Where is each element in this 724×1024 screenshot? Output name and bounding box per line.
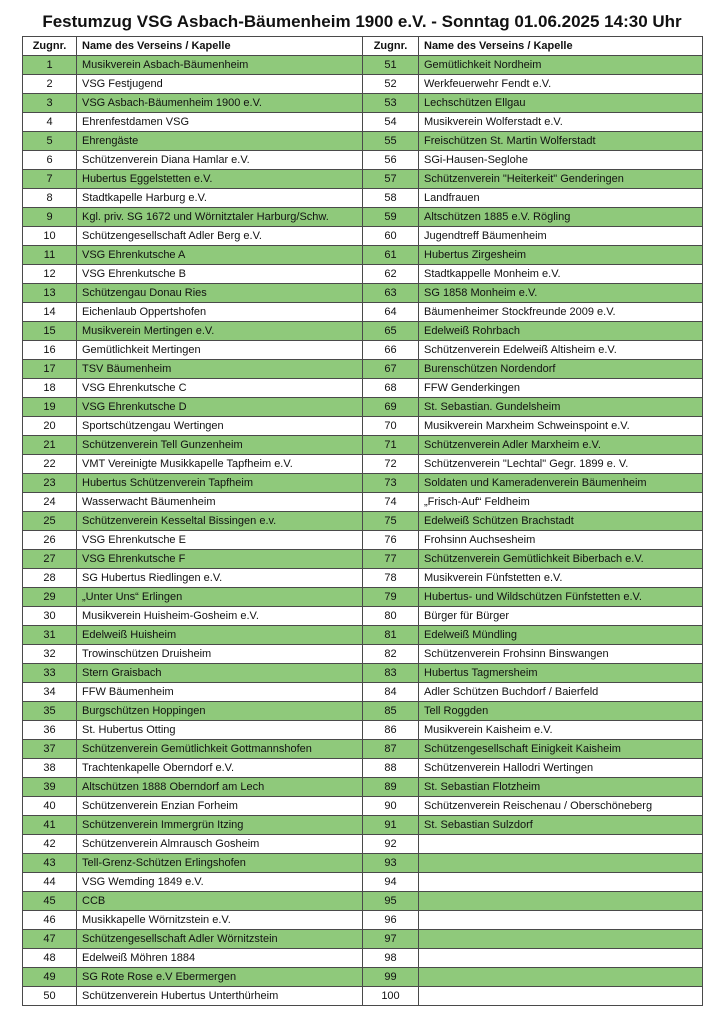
row-number-left: 29 xyxy=(23,588,77,607)
row-number-right: 83 xyxy=(363,664,419,683)
table-row xyxy=(23,854,703,873)
row-number-right: 65 xyxy=(363,322,419,341)
row-number-right: 78 xyxy=(363,569,419,588)
table-row xyxy=(23,550,703,569)
row-name-left: Schützengau Donau Ries xyxy=(77,284,363,303)
row-number-right: 79 xyxy=(363,588,419,607)
row-number-right: 77 xyxy=(363,550,419,569)
row-name-left: VSG Ehrenkutsche C xyxy=(77,379,363,398)
row-number-right: 59 xyxy=(363,208,419,227)
table-row xyxy=(23,512,703,531)
table-row xyxy=(23,968,703,987)
table-row xyxy=(23,189,703,208)
row-name-right: Burenschützen Nordendorf xyxy=(419,360,703,379)
row-name-right: „Frisch-Auf“ Feldheim xyxy=(419,493,703,512)
row-name-right xyxy=(419,892,703,911)
table-row xyxy=(23,873,703,892)
row-name-right: SGi-Hausen-Seglohe xyxy=(419,151,703,170)
table-row xyxy=(23,170,703,189)
row-number-right: 69 xyxy=(363,398,419,417)
table-row xyxy=(23,398,703,417)
row-number-right: 73 xyxy=(363,474,419,493)
table-row xyxy=(23,569,703,588)
row-name-right xyxy=(419,873,703,892)
row-number-right: 80 xyxy=(363,607,419,626)
row-number-right: 87 xyxy=(363,740,419,759)
row-number-right: 82 xyxy=(363,645,419,664)
table-row xyxy=(23,778,703,797)
row-name-left: Burgschützen Hoppingen xyxy=(77,702,363,721)
table-row xyxy=(23,702,703,721)
row-name-left: Musikverein Huisheim-Gosheim e.V. xyxy=(77,607,363,626)
row-name-right: Musikverein Marxheim Schweinspoint e.V. xyxy=(419,417,703,436)
row-name-left: Musikverein Asbach-Bäumenheim xyxy=(77,56,363,75)
row-number-right: 96 xyxy=(363,911,419,930)
row-name-right: Freischützen St. Martin Wolferstadt xyxy=(419,132,703,151)
row-name-right: Jugendtreff Bäumenheim xyxy=(419,227,703,246)
row-name-left: VSG Wemding 1849 e.V. xyxy=(77,873,363,892)
row-number-right: 51 xyxy=(363,56,419,75)
row-number-left: 48 xyxy=(23,949,77,968)
row-name-right: Schützenverein Edelweiß Altisheim e.V. xyxy=(419,341,703,360)
row-number-left: 1 xyxy=(23,56,77,75)
row-name-left: Schützenverein Almrausch Gosheim xyxy=(77,835,363,854)
row-number-left: 17 xyxy=(23,360,77,379)
table-row xyxy=(23,75,703,94)
row-name-left: Schützengesellschaft Adler Wörnitzstein xyxy=(77,930,363,949)
row-name-left: Hubertus Eggelstetten e.V. xyxy=(77,170,363,189)
row-name-right: Edelweiß Mündling xyxy=(419,626,703,645)
row-name-left: Kgl. priv. SG 1672 und Wörnitztaler Harburg/Schw. xyxy=(77,208,363,227)
row-name-right xyxy=(419,968,703,987)
row-number-left: 26 xyxy=(23,531,77,550)
row-name-left: Musikverein Mertingen e.V. xyxy=(77,322,363,341)
row-name-left: Altschützen 1888 Oberndorf am Lech xyxy=(77,778,363,797)
table-row xyxy=(23,341,703,360)
row-number-left: 5 xyxy=(23,132,77,151)
row-name-left: Schützenverein Kesseltal Bissingen e.v. xyxy=(77,512,363,531)
table-row xyxy=(23,455,703,474)
row-number-right: 67 xyxy=(363,360,419,379)
row-number-left: 46 xyxy=(23,911,77,930)
row-name-left: Ehrenfestdamen VSG xyxy=(77,113,363,132)
table-row xyxy=(23,303,703,322)
row-name-right: Schützenverein Hallodri Wertingen xyxy=(419,759,703,778)
row-number-right: 91 xyxy=(363,816,419,835)
row-number-left: 41 xyxy=(23,816,77,835)
row-name-left: Schützengesellschaft Adler Berg e.V. xyxy=(77,227,363,246)
row-number-left: 35 xyxy=(23,702,77,721)
table-row xyxy=(23,151,703,170)
row-name-right: Schützenverein Adler Marxheim e.V. xyxy=(419,436,703,455)
row-name-left: Ehrengäste xyxy=(77,132,363,151)
row-number-left: 33 xyxy=(23,664,77,683)
row-number-left: 38 xyxy=(23,759,77,778)
row-number-left: 14 xyxy=(23,303,77,322)
row-name-right: Adler Schützen Buchdorf / Baierfeld xyxy=(419,683,703,702)
row-number-left: 47 xyxy=(23,930,77,949)
row-number-right: 74 xyxy=(363,493,419,512)
row-name-right: Tell Roggden xyxy=(419,702,703,721)
table-row xyxy=(23,113,703,132)
header-name-left: Name des Verseins / Kapelle xyxy=(77,37,363,56)
row-name-right xyxy=(419,949,703,968)
row-name-left: Edelweiß Huisheim xyxy=(77,626,363,645)
row-number-left: 20 xyxy=(23,417,77,436)
row-number-right: 92 xyxy=(363,835,419,854)
row-number-right: 76 xyxy=(363,531,419,550)
row-number-left: 11 xyxy=(23,246,77,265)
table-row xyxy=(23,816,703,835)
row-name-right: Landfrauen xyxy=(419,189,703,208)
row-name-left: Eichenlaub Oppertshofen xyxy=(77,303,363,322)
row-name-right: Musikverein Kaisheim e.V. xyxy=(419,721,703,740)
row-name-right: Edelweiß Rohrbach xyxy=(419,322,703,341)
row-name-right: St. Sebastian Flotzheim xyxy=(419,778,703,797)
row-number-left: 22 xyxy=(23,455,77,474)
row-number-left: 7 xyxy=(23,170,77,189)
row-name-left: VSG Ehrenkutsche F xyxy=(77,550,363,569)
row-number-left: 6 xyxy=(23,151,77,170)
row-name-left: Schützenverein Immergrün Itzing xyxy=(77,816,363,835)
row-name-right: Werkfeuerwehr Fendt e.V. xyxy=(419,75,703,94)
row-number-right: 61 xyxy=(363,246,419,265)
row-name-left: Sportschützengau Wertingen xyxy=(77,417,363,436)
parade-table xyxy=(22,36,703,1006)
row-number-left: 34 xyxy=(23,683,77,702)
row-name-right xyxy=(419,835,703,854)
row-number-left: 18 xyxy=(23,379,77,398)
row-name-left: Schützenverein Tell Gunzenheim xyxy=(77,436,363,455)
row-number-right: 95 xyxy=(363,892,419,911)
table-row xyxy=(23,284,703,303)
row-name-right: FFW Genderkingen xyxy=(419,379,703,398)
table-row xyxy=(23,607,703,626)
row-number-left: 2 xyxy=(23,75,77,94)
row-number-right: 86 xyxy=(363,721,419,740)
row-name-left: Stadtkapelle Harburg e.V. xyxy=(77,189,363,208)
row-number-right: 100 xyxy=(363,987,419,1006)
row-name-left: „Unter Uns“ Erlingen xyxy=(77,588,363,607)
table-row xyxy=(23,246,703,265)
row-number-right: 81 xyxy=(363,626,419,645)
row-number-left: 49 xyxy=(23,968,77,987)
row-number-left: 27 xyxy=(23,550,77,569)
table-row xyxy=(23,208,703,227)
row-name-right: Altschützen 1885 e.V. Rögling xyxy=(419,208,703,227)
row-number-left: 30 xyxy=(23,607,77,626)
table-row xyxy=(23,930,703,949)
row-name-left: Schützenverein Hubertus Unterthürheim xyxy=(77,987,363,1006)
table-row xyxy=(23,531,703,550)
row-name-left: SG Hubertus Riedlingen e.V. xyxy=(77,569,363,588)
row-number-right: 52 xyxy=(363,75,419,94)
table-row xyxy=(23,949,703,968)
row-number-right: 93 xyxy=(363,854,419,873)
row-name-left: VMT Vereinigte Musikkapelle Tapfheim e.V. xyxy=(77,455,363,474)
row-name-left: Schützenverein Diana Hamlar e.V. xyxy=(77,151,363,170)
table-row xyxy=(23,360,703,379)
table-row xyxy=(23,626,703,645)
row-name-right: Schützengesellschaft Einigkeit Kaisheim xyxy=(419,740,703,759)
row-name-left: VSG Ehrenkutsche B xyxy=(77,265,363,284)
row-number-left: 12 xyxy=(23,265,77,284)
row-number-left: 9 xyxy=(23,208,77,227)
row-number-left: 32 xyxy=(23,645,77,664)
row-number-left: 28 xyxy=(23,569,77,588)
row-number-right: 56 xyxy=(363,151,419,170)
row-name-right: Hubertus Tagmersheim xyxy=(419,664,703,683)
row-name-right: Edelweiß Schützen Brachstadt xyxy=(419,512,703,531)
row-number-right: 58 xyxy=(363,189,419,208)
header-name-right: Name des Verseins / Kapelle xyxy=(419,37,703,56)
row-number-right: 89 xyxy=(363,778,419,797)
row-number-left: 24 xyxy=(23,493,77,512)
table-row xyxy=(23,683,703,702)
table-row xyxy=(23,265,703,284)
document-page xyxy=(22,8,702,1006)
table-row xyxy=(23,436,703,455)
row-number-left: 23 xyxy=(23,474,77,493)
row-name-right: Soldaten und Kameradenverein Bäumenheim xyxy=(419,474,703,493)
row-number-right: 99 xyxy=(363,968,419,987)
row-number-right: 70 xyxy=(363,417,419,436)
row-name-right: Schützenverein "Lechtal" Gegr. 1899 e. V. xyxy=(419,455,703,474)
header-number-left: Zugnr. xyxy=(23,37,77,56)
row-number-right: 88 xyxy=(363,759,419,778)
table-row xyxy=(23,132,703,151)
row-number-left: 16 xyxy=(23,341,77,360)
row-name-left: Tell-Grenz-Schützen Erlingshofen xyxy=(77,854,363,873)
row-number-right: 57 xyxy=(363,170,419,189)
header-number-right: Zugnr. xyxy=(363,37,419,56)
table-row xyxy=(23,474,703,493)
row-name-left: Hubertus Schützenverein Tapfheim xyxy=(77,474,363,493)
row-number-right: 63 xyxy=(363,284,419,303)
table-row xyxy=(23,911,703,930)
table-row xyxy=(23,987,703,1006)
row-number-left: 21 xyxy=(23,436,77,455)
row-name-left: VSG Ehrenkutsche D xyxy=(77,398,363,417)
row-name-left: Trowinschützen Druisheim xyxy=(77,645,363,664)
row-name-right: St. Sebastian. Gundelsheim xyxy=(419,398,703,417)
row-name-right: Hubertus Zirgesheim xyxy=(419,246,703,265)
row-number-left: 15 xyxy=(23,322,77,341)
row-number-right: 54 xyxy=(363,113,419,132)
table-row xyxy=(23,721,703,740)
row-number-right: 62 xyxy=(363,265,419,284)
table-row xyxy=(23,588,703,607)
table-row xyxy=(23,835,703,854)
header-row xyxy=(23,37,703,56)
row-number-right: 66 xyxy=(363,341,419,360)
row-number-left: 8 xyxy=(23,189,77,208)
table-row xyxy=(23,797,703,816)
row-number-right: 53 xyxy=(363,94,419,113)
table-row xyxy=(23,493,703,512)
row-number-right: 98 xyxy=(363,949,419,968)
row-number-left: 45 xyxy=(23,892,77,911)
row-name-right: Stadtkappelle Monheim e.V. xyxy=(419,265,703,284)
row-number-left: 40 xyxy=(23,797,77,816)
row-name-right: SG 1858 Monheim e.V. xyxy=(419,284,703,303)
row-name-left: SG Rote Rose e.V Ebermergen xyxy=(77,968,363,987)
row-name-right: Schützenverein Frohsinn Binswangen xyxy=(419,645,703,664)
row-number-right: 68 xyxy=(363,379,419,398)
row-name-right: Schützenverein Reischenau / Oberschöneberg xyxy=(419,797,703,816)
row-name-left: CCB xyxy=(77,892,363,911)
row-number-right: 55 xyxy=(363,132,419,151)
row-name-right: Frohsinn Auchsesheim xyxy=(419,531,703,550)
row-name-left: Schützenverein Gemütlichkeit Gottmannshofen xyxy=(77,740,363,759)
row-name-right xyxy=(419,911,703,930)
row-number-left: 10 xyxy=(23,227,77,246)
row-name-left: Stern Graisbach xyxy=(77,664,363,683)
row-number-right: 85 xyxy=(363,702,419,721)
table-row xyxy=(23,379,703,398)
row-name-right: Bäumenheimer Stockfreunde 2009 e.V. xyxy=(419,303,703,322)
table-row xyxy=(23,645,703,664)
table-row xyxy=(23,322,703,341)
row-name-right: St. Sebastian Sulzdorf xyxy=(419,816,703,835)
row-number-right: 60 xyxy=(363,227,419,246)
table-row xyxy=(23,740,703,759)
page-title: Festumzug VSG Asbach-Bäumenheim 1900 e.V. - Sonntag 01.06.2025 14:30 Uhr xyxy=(42,12,682,31)
row-name-left: Gemütlichkeit Mertingen xyxy=(77,341,363,360)
row-name-left: VSG Ehrenkutsche E xyxy=(77,531,363,550)
table-row xyxy=(23,759,703,778)
row-name-left: Musikkapelle Wörnitzstein e.V. xyxy=(77,911,363,930)
row-name-right: Lechschützen Ellgau xyxy=(419,94,703,113)
row-name-right xyxy=(419,854,703,873)
row-number-right: 75 xyxy=(363,512,419,531)
row-name-right xyxy=(419,930,703,949)
row-number-left: 36 xyxy=(23,721,77,740)
row-name-left: TSV Bäumenheim xyxy=(77,360,363,379)
row-number-right: 94 xyxy=(363,873,419,892)
row-name-left: VSG Ehrenkutsche A xyxy=(77,246,363,265)
row-number-left: 50 xyxy=(23,987,77,1006)
row-name-right xyxy=(419,987,703,1006)
table-row xyxy=(23,417,703,436)
table-row xyxy=(23,227,703,246)
row-number-right: 71 xyxy=(363,436,419,455)
row-name-right: Schützenverein Gemütlichkeit Biberbach e.V. xyxy=(419,550,703,569)
row-number-left: 19 xyxy=(23,398,77,417)
row-number-left: 43 xyxy=(23,854,77,873)
row-number-right: 97 xyxy=(363,930,419,949)
row-number-left: 37 xyxy=(23,740,77,759)
row-name-right: Musikverein Fünfstetten e.V. xyxy=(419,569,703,588)
row-number-left: 4 xyxy=(23,113,77,132)
row-name-right: Hubertus- und Wildschützen Fünfstetten e.V. xyxy=(419,588,703,607)
row-number-left: 3 xyxy=(23,94,77,113)
row-number-right: 84 xyxy=(363,683,419,702)
row-name-left: Trachtenkapelle Oberndorf e.V. xyxy=(77,759,363,778)
row-number-left: 25 xyxy=(23,512,77,531)
row-number-left: 44 xyxy=(23,873,77,892)
row-number-left: 13 xyxy=(23,284,77,303)
row-number-left: 31 xyxy=(23,626,77,645)
row-number-right: 64 xyxy=(363,303,419,322)
row-name-right: Musikverein Wolferstadt e.V. xyxy=(419,113,703,132)
table-row xyxy=(23,892,703,911)
row-name-left: VSG Asbach-Bäumenheim 1900 e.V. xyxy=(77,94,363,113)
row-name-right: Bürger für Bürger xyxy=(419,607,703,626)
row-name-left: Edelweiß Möhren 1884 xyxy=(77,949,363,968)
table-row xyxy=(23,56,703,75)
row-name-left: Wasserwacht Bäumenheim xyxy=(77,493,363,512)
row-name-left: St. Hubertus Otting xyxy=(77,721,363,740)
row-number-right: 72 xyxy=(363,455,419,474)
row-name-left: Schützenverein Enzian Forheim xyxy=(77,797,363,816)
table-row xyxy=(23,94,703,113)
row-number-left: 39 xyxy=(23,778,77,797)
table-row xyxy=(23,664,703,683)
row-number-right: 90 xyxy=(363,797,419,816)
row-number-left: 42 xyxy=(23,835,77,854)
row-name-right: Schützenverein "Heiterkeit" Genderingen xyxy=(419,170,703,189)
row-name-right: Gemütlichkeit Nordheim xyxy=(419,56,703,75)
row-name-left: VSG Festjugend xyxy=(77,75,363,94)
row-name-left: FFW Bäumenheim xyxy=(77,683,363,702)
